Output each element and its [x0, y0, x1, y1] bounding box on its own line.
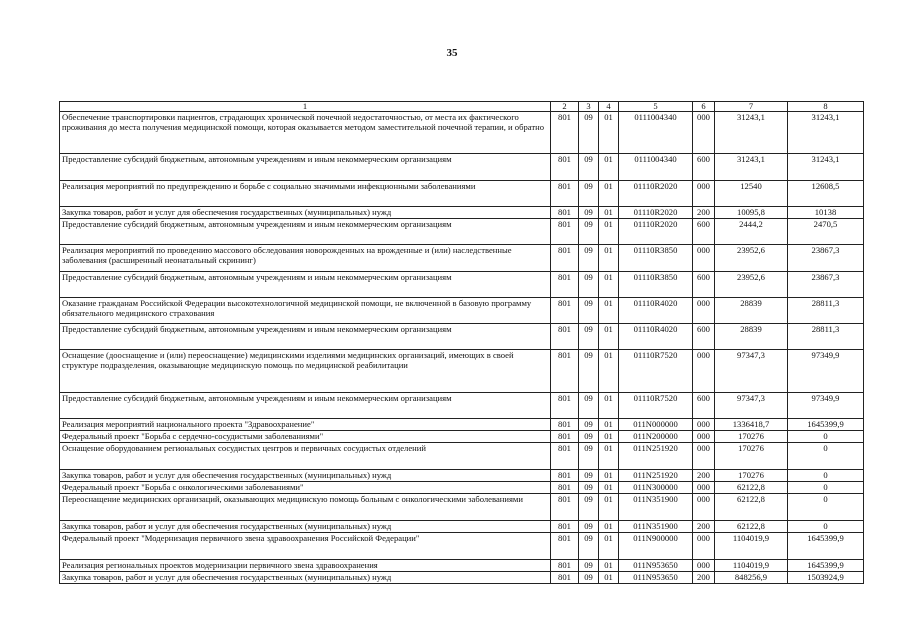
row-target-code-cell: 011N351900	[619, 494, 693, 521]
row-subsection-cell: 01	[599, 245, 619, 272]
row-expense-type-cell: 000	[693, 245, 715, 272]
row-subsection-cell: 01	[599, 572, 619, 584]
row-code-cell: 801	[551, 298, 579, 324]
row-name-cell: Закупка товаров, работ и услуг для обеспечения государственных (муниципальных) нужд	[60, 521, 551, 533]
row-code-cell: 801	[551, 112, 579, 154]
row-expense-type-cell: 600	[693, 272, 715, 298]
row-expense-type-cell: 200	[693, 521, 715, 533]
row-code-cell: 801	[551, 181, 579, 207]
row-section-cell: 09	[579, 443, 599, 470]
row-section-cell: 09	[579, 154, 599, 181]
row-name-cell: Предоставление субсидий бюджетным, автономным учреждениям и иным некоммерческим организациям	[60, 272, 551, 298]
table-row	[60, 298, 864, 324]
row-section-cell: 09	[579, 181, 599, 207]
row-value-plan-cell: 170276	[715, 443, 788, 470]
row-section-cell: 09	[579, 470, 599, 482]
row-value-plan-cell: 1104019,9	[715, 560, 788, 572]
row-subsection-cell: 01	[599, 533, 619, 560]
table-row	[60, 431, 864, 443]
row-value-plan-cell: 23952,6	[715, 272, 788, 298]
row-target-code-cell: 011N953650	[619, 572, 693, 584]
row-value-fact-cell: 0	[788, 482, 864, 494]
table-header	[60, 102, 864, 112]
table-row	[60, 324, 864, 350]
row-code-cell: 801	[551, 272, 579, 298]
row-section-cell: 09	[579, 245, 599, 272]
row-value-plan-cell: 97347,3	[715, 393, 788, 419]
table-body	[60, 112, 864, 584]
table-row	[60, 272, 864, 298]
row-name-cell: Оснащение (дооснащение и (или) переоснащение) медицинскими изделиями медицинских организаций, имеющих в своей структуре подразделения, оказывающие медицинскую помощь по медицинской реабилитации	[60, 350, 551, 393]
row-code-cell: 801	[551, 324, 579, 350]
row-code-cell: 801	[551, 431, 579, 443]
row-subsection-cell: 01	[599, 207, 619, 219]
row-name-cell: Реализация мероприятий национального проекта "Здравоохранение"	[60, 419, 551, 431]
row-section-cell: 09	[579, 494, 599, 521]
row-target-code-cell: 01110R4020	[619, 298, 693, 324]
header-col-3: 3	[579, 102, 599, 112]
row-value-fact-cell: 1503924,9	[788, 572, 864, 584]
row-name-cell: Оснащение оборудованием региональных сосудистых центров и первичных сосудистых отделений	[60, 443, 551, 470]
row-name-cell: Закупка товаров, работ и услуг для обеспечения государственных (муниципальных) нужд	[60, 207, 551, 219]
row-value-fact-cell: 23867,3	[788, 245, 864, 272]
row-code-cell: 801	[551, 521, 579, 533]
row-target-code-cell: 0111004340	[619, 154, 693, 181]
table-row	[60, 443, 864, 470]
row-section-cell: 09	[579, 560, 599, 572]
row-name-cell: Оказание гражданам Российской Федерации высокотехнологичной медицинской помощи, не включенной в базовую программу обязательного медицинского страхования	[60, 298, 551, 324]
row-name-cell: Реализация региональных проектов модернизации первичного звена здравоохранения	[60, 560, 551, 572]
table-row	[60, 219, 864, 245]
row-target-code-cell: 011N900000	[619, 533, 693, 560]
row-name-cell: Закупка товаров, работ и услуг для обеспечения государственных (муниципальных) нужд	[60, 572, 551, 584]
row-subsection-cell: 01	[599, 521, 619, 533]
row-subsection-cell: 01	[599, 443, 619, 470]
row-expense-type-cell: 000	[693, 181, 715, 207]
row-subsection-cell: 01	[599, 393, 619, 419]
row-section-cell: 09	[579, 219, 599, 245]
row-name-cell: Предоставление субсидий бюджетным, автономным учреждениям и иным некоммерческим организациям	[60, 154, 551, 181]
row-value-plan-cell: 31243,1	[715, 154, 788, 181]
row-name-cell: Предоставление субсидий бюджетным, автономным учреждениям и иным некоммерческим организациям	[60, 324, 551, 350]
row-target-code-cell: 011N251920	[619, 470, 693, 482]
row-name-cell: Федеральный проект "Модернизация первичного звена здравоохранения Российской Федерации"	[60, 533, 551, 560]
row-subsection-cell: 01	[599, 431, 619, 443]
row-subsection-cell: 01	[599, 112, 619, 154]
table-row	[60, 470, 864, 482]
row-target-code-cell: 011N251920	[619, 443, 693, 470]
row-code-cell: 801	[551, 470, 579, 482]
header-col-2: 2	[551, 102, 579, 112]
row-name-cell: Реализация мероприятий по предупреждению и борьбе с социально значимыми инфекционными заболеваниями	[60, 181, 551, 207]
row-section-cell: 09	[579, 521, 599, 533]
row-value-plan-cell: 848256,9	[715, 572, 788, 584]
row-section-cell: 09	[579, 393, 599, 419]
header-col-6: 6	[693, 102, 715, 112]
row-value-fact-cell: 1645399,9	[788, 560, 864, 572]
row-section-cell: 09	[579, 350, 599, 393]
row-name-cell: Реализация мероприятий по проведению массового обследования новорожденных на врожденные и (или) наследственные заболевания (расширенный неонатальный скрининг)	[60, 245, 551, 272]
row-code-cell: 801	[551, 207, 579, 219]
row-name-cell: Закупка товаров, работ и услуг для обеспечения государственных (муниципальных) нужд	[60, 470, 551, 482]
row-value-fact-cell: 28811,3	[788, 324, 864, 350]
row-subsection-cell: 01	[599, 181, 619, 207]
header-col-1: 1	[60, 102, 551, 112]
row-target-code-cell: 011N000000	[619, 419, 693, 431]
row-value-fact-cell: 0	[788, 431, 864, 443]
row-value-plan-cell: 1336418,7	[715, 419, 788, 431]
row-subsection-cell: 01	[599, 298, 619, 324]
row-name-cell: Предоставление субсидий бюджетным, автономным учреждениям и иным некоммерческим организациям	[60, 393, 551, 419]
row-value-fact-cell: 2470,5	[788, 219, 864, 245]
row-expense-type-cell: 600	[693, 324, 715, 350]
row-target-code-cell: 01110R3850	[619, 272, 693, 298]
row-target-code-cell: 01110R4020	[619, 324, 693, 350]
table-row	[60, 181, 864, 207]
header-row	[60, 102, 864, 112]
row-value-plan-cell: 62122,8	[715, 521, 788, 533]
row-value-fact-cell: 23867,3	[788, 272, 864, 298]
row-value-fact-cell: 1645399,9	[788, 533, 864, 560]
table-row	[60, 560, 864, 572]
row-value-plan-cell: 62122,8	[715, 482, 788, 494]
row-subsection-cell: 01	[599, 350, 619, 393]
row-code-cell: 801	[551, 572, 579, 584]
row-section-cell: 09	[579, 572, 599, 584]
row-target-code-cell: 01110R7520	[619, 393, 693, 419]
budget-table	[59, 101, 864, 584]
row-expense-type-cell: 200	[693, 207, 715, 219]
row-code-cell: 801	[551, 419, 579, 431]
header-col-4: 4	[599, 102, 619, 112]
row-value-fact-cell: 0	[788, 470, 864, 482]
table-row	[60, 533, 864, 560]
row-name-cell: Переоснащение медицинских организаций, оказывающих медицинскую помощь больным с онкологическими заболеваниями	[60, 494, 551, 521]
row-target-code-cell: 011N200000	[619, 431, 693, 443]
row-code-cell: 801	[551, 560, 579, 572]
header-col-5: 5	[619, 102, 693, 112]
row-code-cell: 801	[551, 482, 579, 494]
row-value-plan-cell: 28839	[715, 298, 788, 324]
table-row	[60, 521, 864, 533]
row-value-plan-cell: 31243,1	[715, 112, 788, 154]
table-row	[60, 112, 864, 154]
row-value-fact-cell: 31243,1	[788, 154, 864, 181]
table-row	[60, 572, 864, 584]
row-value-plan-cell: 170276	[715, 431, 788, 443]
row-target-code-cell: 01110R3850	[619, 245, 693, 272]
row-value-plan-cell: 1104019,9	[715, 533, 788, 560]
row-subsection-cell: 01	[599, 154, 619, 181]
row-section-cell: 09	[579, 419, 599, 431]
row-section-cell: 09	[579, 112, 599, 154]
row-target-code-cell: 0111004340	[619, 112, 693, 154]
row-name-cell: Федеральный проект "Борьба с онкологическими заболеваниями"	[60, 482, 551, 494]
row-value-fact-cell: 97349,9	[788, 350, 864, 393]
table-row	[60, 245, 864, 272]
row-value-fact-cell: 1645399,9	[788, 419, 864, 431]
row-value-plan-cell: 12540	[715, 181, 788, 207]
table-row	[60, 482, 864, 494]
row-code-cell: 801	[551, 219, 579, 245]
row-subsection-cell: 01	[599, 272, 619, 298]
table-row	[60, 207, 864, 219]
header-col-7: 7	[715, 102, 788, 112]
row-subsection-cell: 01	[599, 324, 619, 350]
row-value-plan-cell: 23952,6	[715, 245, 788, 272]
row-target-code-cell: 011N351900	[619, 521, 693, 533]
row-subsection-cell: 01	[599, 419, 619, 431]
row-name-cell: Предоставление субсидий бюджетным, автономным учреждениям и иным некоммерческим организациям	[60, 219, 551, 245]
row-target-code-cell: 01110R2020	[619, 181, 693, 207]
row-target-code-cell: 01110R7520	[619, 350, 693, 393]
row-subsection-cell: 01	[599, 470, 619, 482]
row-target-code-cell: 011N300000	[619, 482, 693, 494]
row-section-cell: 09	[579, 272, 599, 298]
row-subsection-cell: 01	[599, 494, 619, 521]
row-expense-type-cell: 600	[693, 393, 715, 419]
row-expense-type-cell: 000	[693, 494, 715, 521]
row-expense-type-cell: 000	[693, 560, 715, 572]
row-code-cell: 801	[551, 154, 579, 181]
row-value-fact-cell: 97349,9	[788, 393, 864, 419]
row-value-plan-cell: 97347,3	[715, 350, 788, 393]
row-subsection-cell: 01	[599, 219, 619, 245]
table-row	[60, 350, 864, 393]
row-code-cell: 801	[551, 533, 579, 560]
row-section-cell: 09	[579, 298, 599, 324]
table-row	[60, 494, 864, 521]
row-target-code-cell: 01110R2020	[619, 219, 693, 245]
header-col-8: 8	[788, 102, 864, 112]
row-expense-type-cell: 000	[693, 431, 715, 443]
row-expense-type-cell: 200	[693, 470, 715, 482]
row-code-cell: 801	[551, 350, 579, 393]
row-value-plan-cell: 28839	[715, 324, 788, 350]
row-value-fact-cell: 0	[788, 494, 864, 521]
table-row	[60, 393, 864, 419]
row-subsection-cell: 01	[599, 482, 619, 494]
row-expense-type-cell: 000	[693, 298, 715, 324]
row-value-plan-cell: 62122,8	[715, 494, 788, 521]
row-expense-type-cell: 000	[693, 112, 715, 154]
row-target-code-cell: 01110R2020	[619, 207, 693, 219]
row-section-cell: 09	[579, 207, 599, 219]
row-code-cell: 801	[551, 494, 579, 521]
row-expense-type-cell: 600	[693, 219, 715, 245]
row-value-fact-cell: 28811,3	[788, 298, 864, 324]
row-value-plan-cell: 2444,2	[715, 219, 788, 245]
row-subsection-cell: 01	[599, 560, 619, 572]
row-target-code-cell: 011N953650	[619, 560, 693, 572]
row-expense-type-cell: 000	[693, 443, 715, 470]
row-expense-type-cell: 000	[693, 533, 715, 560]
row-code-cell: 801	[551, 245, 579, 272]
row-value-fact-cell: 12608,5	[788, 181, 864, 207]
row-name-cell: Федеральный проект "Борьба с сердечно-сосудистыми заболеваниями"	[60, 431, 551, 443]
row-section-cell: 09	[579, 533, 599, 560]
row-code-cell: 801	[551, 443, 579, 470]
row-expense-type-cell: 600	[693, 154, 715, 181]
row-expense-type-cell: 000	[693, 419, 715, 431]
row-value-fact-cell: 10138	[788, 207, 864, 219]
row-value-plan-cell: 10095,8	[715, 207, 788, 219]
row-value-plan-cell: 170276	[715, 470, 788, 482]
table-row	[60, 154, 864, 181]
row-expense-type-cell: 000	[693, 350, 715, 393]
row-name-cell: Обеспечение транспортировки пациентов, страдающих хронической почечной недостаточностью, от места их фактического проживания до места получения медицинской помощи, которая оказывается методом заместительной почечной терапии, и обратно	[60, 112, 551, 154]
row-expense-type-cell: 200	[693, 572, 715, 584]
row-value-fact-cell: 0	[788, 443, 864, 470]
row-expense-type-cell: 000	[693, 482, 715, 494]
row-section-cell: 09	[579, 482, 599, 494]
row-section-cell: 09	[579, 431, 599, 443]
page-number: 35	[446, 47, 458, 59]
row-value-fact-cell: 0	[788, 521, 864, 533]
row-section-cell: 09	[579, 324, 599, 350]
table-row	[60, 419, 864, 431]
row-value-fact-cell: 31243,1	[788, 112, 864, 154]
row-code-cell: 801	[551, 393, 579, 419]
